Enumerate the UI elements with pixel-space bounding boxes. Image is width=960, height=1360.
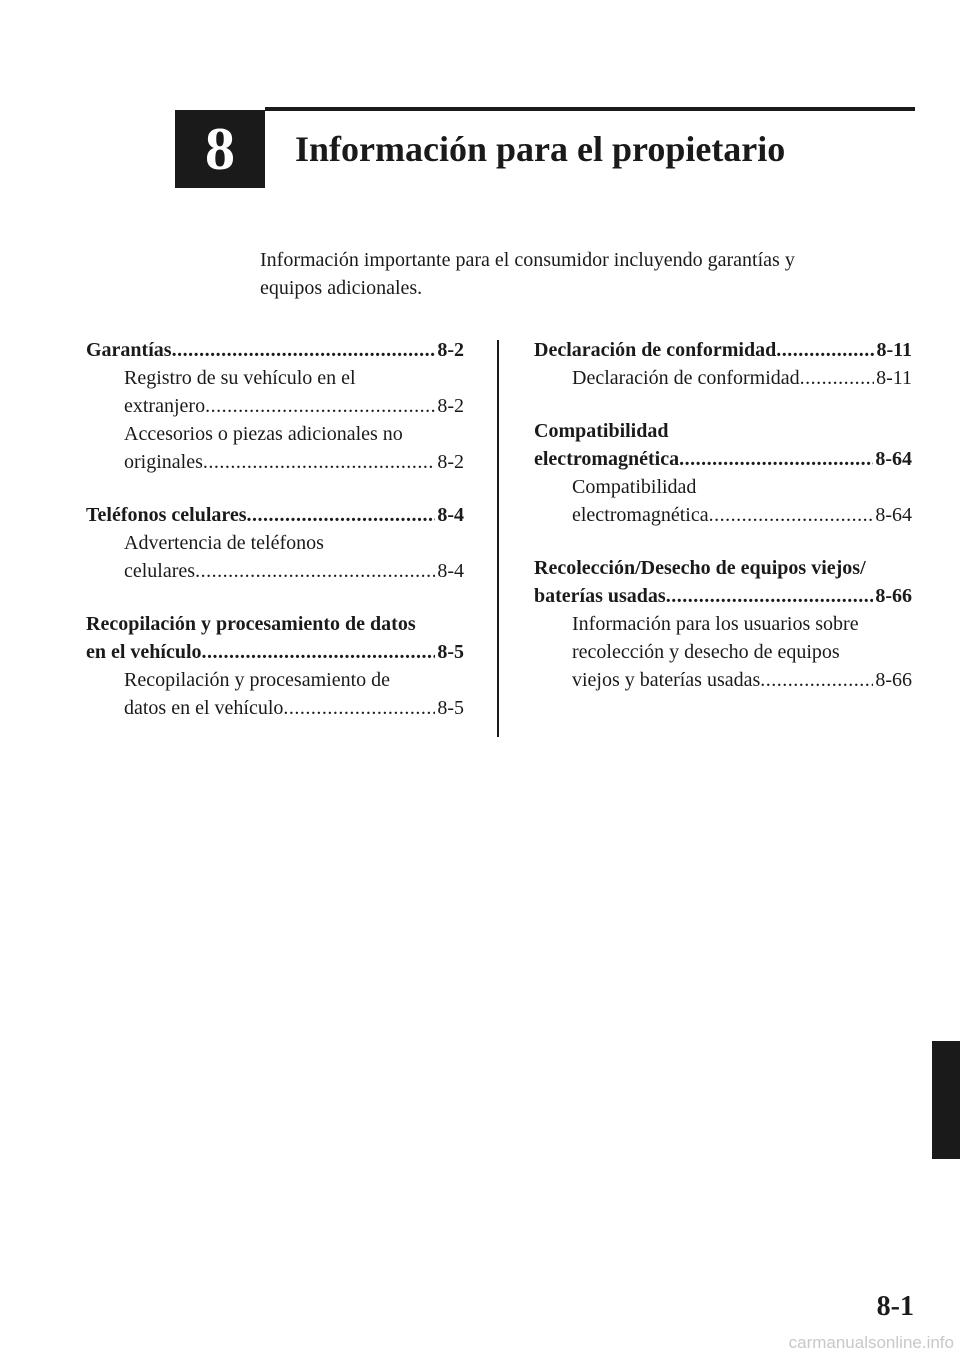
dot-leader: [203, 448, 435, 476]
toc-entry: [534, 336, 912, 392]
chapter-tab: [932, 1041, 960, 1159]
toc-entry: [86, 610, 464, 722]
dot-leader: [776, 336, 874, 364]
toc-subentry: [86, 666, 464, 722]
toc-entry-text: originales: [124, 451, 203, 473]
toc-text-line: [86, 420, 464, 448]
toc-entry: [86, 336, 464, 476]
toc-text-line: [86, 666, 464, 694]
toc-subentry: [86, 529, 464, 585]
toc-entry-text: extranjero: [124, 395, 206, 417]
dot-leader: [283, 694, 435, 722]
chapter-intro: [260, 246, 900, 302]
toc-page-number: 8-2: [437, 395, 464, 417]
dot-leader: [666, 582, 874, 610]
toc-entry-text: Registro de su vehículo en el: [124, 367, 356, 389]
chapter-rule: [265, 107, 915, 111]
toc-link[interactable]: [534, 336, 912, 364]
toc-page-number: 8-64: [875, 504, 912, 526]
toc-subentry: [534, 473, 912, 529]
dot-leader: [195, 557, 435, 585]
toc-entry-text: en el vehículo: [86, 641, 202, 663]
toc-entry-text: baterías usadas: [534, 585, 666, 607]
toc-entry-text: Teléfonos celulares: [86, 504, 247, 526]
toc-entry-text: Recolección/Desecho de equipos viejos/: [534, 557, 866, 579]
watermark: carmanualsonline.info: [788, 1333, 954, 1352]
dot-leader: [760, 666, 873, 694]
toc-page-number: 8-11: [876, 339, 912, 361]
toc-entry-text: electromagnética: [572, 504, 709, 526]
toc-link[interactable]: [534, 364, 912, 392]
toc-text-line: [86, 529, 464, 557]
chapter-number: 8: [175, 110, 265, 188]
toc-entry-text: Compatibilidad: [572, 476, 697, 498]
toc-page-number: 8-11: [876, 367, 912, 389]
toc-entry-text: Compatibilidad: [534, 420, 669, 442]
intro-line: equipos adicionales.: [260, 277, 423, 299]
toc-section-heading: [86, 336, 464, 364]
toc-link[interactable]: [86, 694, 464, 722]
toc-entry-text: electromagnética: [534, 448, 680, 470]
toc-text-line: [534, 610, 912, 638]
toc-link[interactable]: [86, 557, 464, 585]
toc-page-number: 8-66: [875, 585, 912, 607]
dot-leader: [172, 336, 436, 364]
toc-entry-text: recolección y desecho de equipos: [572, 641, 840, 663]
toc-text-line: [534, 473, 912, 501]
toc-entry-text: Advertencia de teléfonos: [124, 532, 324, 554]
toc-page-number: 8-5: [437, 641, 464, 663]
toc-link[interactable]: [86, 501, 464, 529]
toc-subentry: [86, 364, 464, 420]
toc-entry-text: Garantías: [86, 339, 172, 361]
toc-link[interactable]: [86, 448, 464, 476]
toc-text-line: [534, 554, 912, 582]
toc-subentry: [534, 610, 912, 694]
toc-left-column: [86, 336, 464, 747]
toc-link[interactable]: [86, 638, 464, 666]
toc-text-line: [534, 417, 912, 445]
toc-link[interactable]: [86, 392, 464, 420]
intro-line: Información importante para el consumidor incluyendo garantías y: [260, 249, 795, 271]
toc-entry-text: Accesorios o piezas adicionales no: [124, 423, 403, 445]
toc-text-line: [86, 610, 464, 638]
toc-page-number: 8-2: [437, 451, 464, 473]
toc-entry-text: Recopilación y procesamiento de datos: [86, 613, 416, 635]
toc-entry-text: Recopilación y procesamiento de: [124, 669, 391, 691]
toc-page-number: 8-5: [437, 697, 464, 719]
dot-leader: [247, 501, 436, 529]
toc-subentry: [534, 364, 912, 392]
toc-entry-text: Información para los usuarios sobre: [572, 613, 859, 635]
toc-section-heading: [86, 610, 464, 666]
page-number: 8-1: [876, 1291, 914, 1322]
toc-right-column: [534, 336, 912, 719]
toc-entry-text: Declaración de conformidad: [572, 367, 800, 389]
toc-link[interactable]: [534, 501, 912, 529]
toc-link[interactable]: [534, 666, 912, 694]
toc-entry-text: datos en el vehículo: [124, 697, 284, 719]
toc-section-heading: [86, 501, 464, 529]
toc-section-heading: [534, 336, 912, 364]
toc-section-heading: [534, 554, 912, 610]
toc-page-number: 8-66: [875, 669, 912, 691]
toc-text-line: [534, 638, 912, 666]
toc-entry: [534, 417, 912, 529]
dot-leader: [800, 364, 874, 392]
toc-entry-text: Declaración de conformidad: [534, 339, 777, 361]
toc-link[interactable]: [534, 445, 912, 473]
toc-page-number: 8-2: [437, 339, 464, 361]
column-divider: [497, 340, 499, 737]
toc-page-number: 8-4: [437, 504, 464, 526]
toc-link[interactable]: [534, 582, 912, 610]
toc-page-number: 8-4: [437, 560, 464, 582]
toc-entry-text: celulares: [124, 560, 196, 582]
toc-subentry: [86, 420, 464, 476]
toc-link[interactable]: [86, 336, 464, 364]
dot-leader: [205, 392, 435, 420]
toc-section-heading: [534, 417, 912, 473]
toc-page-number: 8-64: [875, 448, 912, 470]
dot-leader: [202, 638, 436, 666]
toc-entry-text: viejos y baterías usadas: [572, 669, 761, 691]
toc-entry: [534, 554, 912, 694]
dot-leader: [709, 501, 874, 529]
toc-entry: [86, 501, 464, 585]
toc-text-line: [86, 364, 464, 392]
dot-leader: [679, 445, 873, 473]
chapter-title: Información para el propietario: [295, 129, 786, 169]
